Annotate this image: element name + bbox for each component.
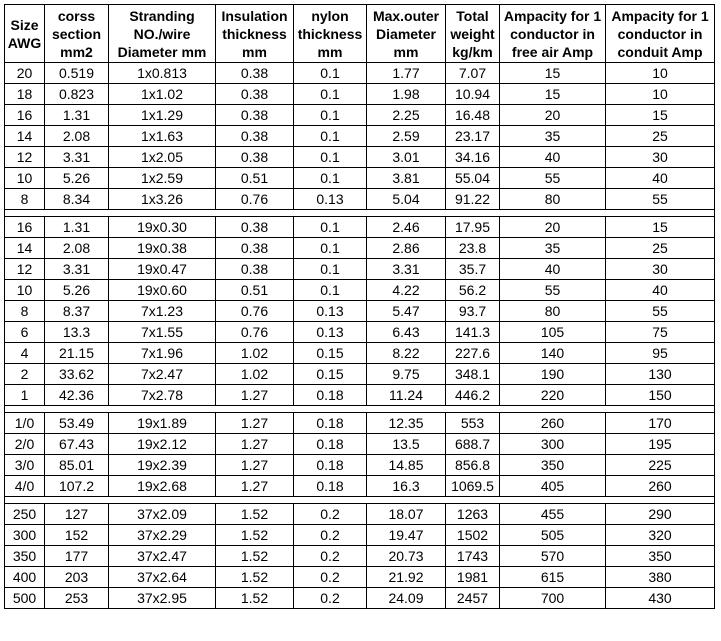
cell-stranding: 37x2.29 xyxy=(109,525,216,546)
cell-nylon-thickness: 0.15 xyxy=(294,364,367,385)
cell-ampacity-conduit: 15 xyxy=(606,217,715,238)
cell-nylon-thickness: 0.13 xyxy=(294,322,367,343)
cell-cross-section: 21.15 xyxy=(45,343,109,364)
table-row xyxy=(5,343,715,364)
header-line: mm xyxy=(242,43,267,60)
cell-ampacity-free-air: 35 xyxy=(500,238,606,259)
cell-stranding: 1x2.59 xyxy=(109,168,216,189)
cell-nylon-thickness: 0.1 xyxy=(294,168,367,189)
cell-total-weight: 56.2 xyxy=(446,280,500,301)
cell-stranding: 7x2.78 xyxy=(109,385,216,406)
cell-cross-section: 3.31 xyxy=(45,259,109,280)
cell-stranding: 37x2.09 xyxy=(109,504,216,525)
cell-ampacity-free-air: 105 xyxy=(500,322,606,343)
cell-total-weight: 91.22 xyxy=(446,189,500,210)
header-line: conduit Amp xyxy=(617,43,703,60)
cell-ampacity-conduit: 30 xyxy=(606,259,715,280)
cell-total-weight: 227.6 xyxy=(446,343,500,364)
header-line: conductor in xyxy=(617,25,703,42)
cell-insulation-thickness: 1.52 xyxy=(216,588,294,609)
table-row xyxy=(5,105,715,126)
cell-nylon-thickness: 0.2 xyxy=(294,588,367,609)
cell-ampacity-free-air: 570 xyxy=(500,546,606,567)
cell-total-weight: 446.2 xyxy=(446,385,500,406)
cell-cross-section: 5.26 xyxy=(45,168,109,189)
cell-ampacity-free-air: 220 xyxy=(500,385,606,406)
cell-ampacity-free-air: 190 xyxy=(500,364,606,385)
cell-ampacity-conduit: 430 xyxy=(606,588,715,609)
table-row xyxy=(5,504,715,525)
cell-ampacity-conduit: 55 xyxy=(606,301,715,322)
cell-ampacity-free-air: 350 xyxy=(500,455,606,476)
cell-ampacity-free-air: 80 xyxy=(500,301,606,322)
table-row xyxy=(5,84,715,105)
table-row xyxy=(5,567,715,588)
cell-max-outer-diameter: 1.98 xyxy=(367,84,446,105)
cell-ampacity-conduit: 25 xyxy=(606,238,715,259)
cell-ampacity-conduit: 10 xyxy=(606,63,715,84)
cell-size-awg: 16 xyxy=(5,217,45,238)
cell-stranding: 37x2.64 xyxy=(109,567,216,588)
cell-nylon-thickness: 0.1 xyxy=(294,126,367,147)
cell-cross-section: 0.519 xyxy=(45,63,109,84)
cell-max-outer-diameter: 2.46 xyxy=(367,217,446,238)
cell-ampacity-free-air: 20 xyxy=(500,217,606,238)
header-line: Max.outer xyxy=(372,7,440,24)
cell-nylon-thickness: 0.1 xyxy=(294,217,367,238)
cell-stranding: 1x0.813 xyxy=(109,63,216,84)
table-row xyxy=(5,413,715,434)
cell-cross-section: 203 xyxy=(45,567,109,588)
cell-size-awg: 1/0 xyxy=(5,413,45,434)
cell-stranding: 7x1.23 xyxy=(109,301,216,322)
cell-stranding: 19x0.47 xyxy=(109,259,216,280)
cell-nylon-thickness: 0.2 xyxy=(294,525,367,546)
header-line: AWG xyxy=(7,34,42,51)
cell-ampacity-free-air: 55 xyxy=(500,168,606,189)
cell-ampacity-conduit: 320 xyxy=(606,525,715,546)
cell-size-awg: 20 xyxy=(5,63,45,84)
cell-ampacity-conduit: 25 xyxy=(606,126,715,147)
cell-max-outer-diameter: 9.75 xyxy=(367,364,446,385)
cell-nylon-thickness: 0.2 xyxy=(294,504,367,525)
cell-max-outer-diameter: 21.92 xyxy=(367,567,446,588)
cell-total-weight: 1069.5 xyxy=(446,476,500,497)
cell-size-awg: 12 xyxy=(5,147,45,168)
cell-size-awg: 400 xyxy=(5,567,45,588)
cell-ampacity-free-air: 700 xyxy=(500,588,606,609)
cell-size-awg: 4 xyxy=(5,343,45,364)
cell-cross-section: 53.49 xyxy=(45,413,109,434)
group-separator xyxy=(5,406,715,413)
table-row xyxy=(5,364,715,385)
cell-cross-section: 8.34 xyxy=(45,189,109,210)
cell-size-awg: 2 xyxy=(5,364,45,385)
cell-ampacity-free-air: 140 xyxy=(500,343,606,364)
cell-size-awg: 12 xyxy=(5,259,45,280)
cell-insulation-thickness: 1.02 xyxy=(216,343,294,364)
table-row xyxy=(5,63,715,84)
cell-max-outer-diameter: 16.3 xyxy=(367,476,446,497)
cell-max-outer-diameter: 5.47 xyxy=(367,301,446,322)
group-separator xyxy=(5,497,715,504)
cell-total-weight: 2457 xyxy=(446,588,500,609)
cell-ampacity-free-air: 260 xyxy=(500,413,606,434)
cell-ampacity-free-air: 615 xyxy=(500,567,606,588)
cell-cross-section: 152 xyxy=(45,525,109,546)
cell-insulation-thickness: 0.38 xyxy=(216,105,294,126)
cell-stranding: 1x1.02 xyxy=(109,84,216,105)
cell-insulation-thickness: 1.52 xyxy=(216,546,294,567)
cell-size-awg: 18 xyxy=(5,84,45,105)
cell-size-awg: 8 xyxy=(5,301,45,322)
cell-total-weight: 7.07 xyxy=(446,63,500,84)
cell-max-outer-diameter: 12.35 xyxy=(367,413,446,434)
cell-ampacity-free-air: 35 xyxy=(500,126,606,147)
cell-nylon-thickness: 0.18 xyxy=(294,455,367,476)
cell-ampacity-conduit: 350 xyxy=(606,546,715,567)
cell-nylon-thickness: 0.18 xyxy=(294,434,367,455)
table-row xyxy=(5,434,715,455)
cell-cross-section: 13.3 xyxy=(45,322,109,343)
cell-ampacity-conduit: 40 xyxy=(606,168,715,189)
cell-nylon-thickness: 0.13 xyxy=(294,189,367,210)
table-container xyxy=(4,4,715,609)
cell-nylon-thickness: 0.2 xyxy=(294,546,367,567)
cell-stranding: 19x0.30 xyxy=(109,217,216,238)
header-line: free air Amp xyxy=(511,43,594,60)
cell-cross-section: 67.43 xyxy=(45,434,109,455)
table-row xyxy=(5,147,715,168)
header-max-outer-diameter xyxy=(367,5,446,63)
cell-total-weight: 1502 xyxy=(446,525,500,546)
cell-max-outer-diameter: 2.86 xyxy=(367,238,446,259)
cell-cross-section: 42.36 xyxy=(45,385,109,406)
cell-cross-section: 5.26 xyxy=(45,280,109,301)
cell-ampacity-conduit: 380 xyxy=(606,567,715,588)
cell-max-outer-diameter: 14.85 xyxy=(367,455,446,476)
table-row xyxy=(5,238,715,259)
cell-nylon-thickness: 0.1 xyxy=(294,259,367,280)
cell-ampacity-conduit: 260 xyxy=(606,476,715,497)
cell-size-awg: 1 xyxy=(5,385,45,406)
header-total-weight xyxy=(446,5,500,63)
cell-ampacity-conduit: 170 xyxy=(606,413,715,434)
cell-ampacity-conduit: 290 xyxy=(606,504,715,525)
header-cross-section xyxy=(45,5,109,63)
cell-stranding: 1x1.63 xyxy=(109,126,216,147)
header-line: mm xyxy=(393,43,419,60)
cell-max-outer-diameter: 2.59 xyxy=(367,126,446,147)
cell-size-awg: 3/0 xyxy=(5,455,45,476)
header-line: section xyxy=(51,25,101,42)
cell-ampacity-conduit: 195 xyxy=(606,434,715,455)
cell-insulation-thickness: 1.52 xyxy=(216,504,294,525)
cell-total-weight: 93.7 xyxy=(446,301,500,322)
table-row xyxy=(5,168,715,189)
cell-insulation-thickness: 0.38 xyxy=(216,126,294,147)
cell-ampacity-free-air: 40 xyxy=(500,259,606,280)
cell-nylon-thickness: 0.1 xyxy=(294,238,367,259)
cell-size-awg: 500 xyxy=(5,588,45,609)
cell-total-weight: 1263 xyxy=(446,504,500,525)
header-line: Diameter xyxy=(376,25,436,42)
header-line: Ampacity for 1 xyxy=(611,7,709,24)
cell-cross-section: 107.2 xyxy=(45,476,109,497)
cell-stranding: 37x2.47 xyxy=(109,546,216,567)
header-line: conductor in xyxy=(510,25,595,42)
cell-ampacity-free-air: 80 xyxy=(500,189,606,210)
header-line: Insulation xyxy=(221,7,288,24)
cell-cross-section: 177 xyxy=(45,546,109,567)
cell-stranding: 19x0.60 xyxy=(109,280,216,301)
cell-ampacity-conduit: 95 xyxy=(606,343,715,364)
cell-nylon-thickness: 0.13 xyxy=(294,301,367,322)
cell-insulation-thickness: 1.02 xyxy=(216,364,294,385)
cell-ampacity-free-air: 15 xyxy=(500,63,606,84)
cell-nylon-thickness: 0.18 xyxy=(294,413,367,434)
cell-nylon-thickness: 0.1 xyxy=(294,105,367,126)
cell-insulation-thickness: 0.51 xyxy=(216,280,294,301)
cell-max-outer-diameter: 1.77 xyxy=(367,63,446,84)
cell-cross-section: 2.08 xyxy=(45,126,109,147)
cell-insulation-thickness: 1.27 xyxy=(216,455,294,476)
cell-max-outer-diameter: 20.73 xyxy=(367,546,446,567)
cell-max-outer-diameter: 24.09 xyxy=(367,588,446,609)
table-row xyxy=(5,322,715,343)
cell-insulation-thickness: 0.76 xyxy=(216,322,294,343)
cell-ampacity-free-air: 55 xyxy=(500,280,606,301)
cell-insulation-thickness: 0.38 xyxy=(216,217,294,238)
cell-max-outer-diameter: 2.25 xyxy=(367,105,446,126)
cell-cross-section: 8.37 xyxy=(45,301,109,322)
cell-cross-section: 253 xyxy=(45,588,109,609)
cell-stranding: 37x2.95 xyxy=(109,588,216,609)
cell-ampacity-free-air: 505 xyxy=(500,525,606,546)
cell-cross-section: 33.62 xyxy=(45,364,109,385)
separator-cell xyxy=(5,210,715,217)
header-insulation-thickness xyxy=(216,5,294,63)
cell-size-awg: 4/0 xyxy=(5,476,45,497)
cell-max-outer-diameter: 13.5 xyxy=(367,434,446,455)
cell-cross-section: 1.31 xyxy=(45,105,109,126)
cell-insulation-thickness: 0.76 xyxy=(216,301,294,322)
header-line: weight xyxy=(450,25,495,42)
cell-cross-section: 0.823 xyxy=(45,84,109,105)
table-row xyxy=(5,525,715,546)
cell-size-awg: 250 xyxy=(5,504,45,525)
cell-insulation-thickness: 0.38 xyxy=(216,84,294,105)
cell-cross-section: 127 xyxy=(45,504,109,525)
cell-size-awg: 14 xyxy=(5,126,45,147)
header-line: Stranding xyxy=(129,7,195,24)
cell-ampacity-conduit: 15 xyxy=(606,105,715,126)
cell-total-weight: 856.8 xyxy=(446,455,500,476)
cell-ampacity-free-air: 455 xyxy=(500,504,606,525)
cell-stranding: 7x1.96 xyxy=(109,343,216,364)
cell-insulation-thickness: 1.52 xyxy=(216,525,294,546)
cell-max-outer-diameter: 3.81 xyxy=(367,168,446,189)
table-row xyxy=(5,476,715,497)
header-size-awg xyxy=(5,5,45,63)
cell-stranding: 19x0.38 xyxy=(109,238,216,259)
cell-insulation-thickness: 0.38 xyxy=(216,259,294,280)
cell-ampacity-free-air: 405 xyxy=(500,476,606,497)
cell-max-outer-diameter: 5.04 xyxy=(367,189,446,210)
cell-size-awg: 6 xyxy=(5,322,45,343)
cell-insulation-thickness: 0.38 xyxy=(216,63,294,84)
cell-cross-section: 85.01 xyxy=(45,455,109,476)
cable-spec-table xyxy=(4,4,715,609)
cell-ampacity-free-air: 20 xyxy=(500,105,606,126)
cell-nylon-thickness: 0.2 xyxy=(294,567,367,588)
cell-insulation-thickness: 0.51 xyxy=(216,168,294,189)
cell-cross-section: 3.31 xyxy=(45,147,109,168)
cell-cross-section: 2.08 xyxy=(45,238,109,259)
table-row xyxy=(5,588,715,609)
cell-ampacity-conduit: 10 xyxy=(606,84,715,105)
cell-nylon-thickness: 0.1 xyxy=(294,147,367,168)
header-line: corss xyxy=(57,7,96,24)
header-ampacity-free-air xyxy=(500,5,606,63)
cell-ampacity-conduit: 30 xyxy=(606,147,715,168)
cell-insulation-thickness: 1.27 xyxy=(216,434,294,455)
cell-size-awg: 10 xyxy=(5,168,45,189)
cell-total-weight: 348.1 xyxy=(446,364,500,385)
cell-max-outer-diameter: 3.31 xyxy=(367,259,446,280)
header-ampacity-conduit xyxy=(606,5,715,63)
cell-max-outer-diameter: 8.22 xyxy=(367,343,446,364)
cell-stranding: 7x2.47 xyxy=(109,364,216,385)
cell-insulation-thickness: 1.27 xyxy=(216,385,294,406)
cell-size-awg: 350 xyxy=(5,546,45,567)
cell-insulation-thickness: 0.76 xyxy=(216,189,294,210)
cell-insulation-thickness: 0.38 xyxy=(216,238,294,259)
header-line: nylon xyxy=(311,7,349,24)
cell-nylon-thickness: 0.15 xyxy=(294,343,367,364)
header-line: Total xyxy=(456,7,489,24)
header-line: NO./wire xyxy=(133,25,191,42)
table-row xyxy=(5,301,715,322)
header-line: mm2 xyxy=(60,43,93,60)
header-line: Ampacity for 1 xyxy=(503,7,602,24)
cell-max-outer-diameter: 6.43 xyxy=(367,322,446,343)
cell-ampacity-conduit: 225 xyxy=(606,455,715,476)
cell-cross-section: 1.31 xyxy=(45,217,109,238)
header-stranding xyxy=(109,5,216,63)
cell-total-weight: 1743 xyxy=(446,546,500,567)
cell-max-outer-diameter: 3.01 xyxy=(367,147,446,168)
cell-total-weight: 553 xyxy=(446,413,500,434)
cell-ampacity-conduit: 40 xyxy=(606,280,715,301)
cell-stranding: 1x2.05 xyxy=(109,147,216,168)
table-body xyxy=(5,63,715,609)
cell-max-outer-diameter: 4.22 xyxy=(367,280,446,301)
cell-total-weight: 1981 xyxy=(446,567,500,588)
header-line: thickness xyxy=(222,25,287,42)
table-row xyxy=(5,189,715,210)
cell-size-awg: 10 xyxy=(5,280,45,301)
cell-stranding: 19x1.89 xyxy=(109,413,216,434)
cell-nylon-thickness: 0.1 xyxy=(294,63,367,84)
cell-ampacity-conduit: 130 xyxy=(606,364,715,385)
cell-total-weight: 23.17 xyxy=(446,126,500,147)
separator-cell xyxy=(5,406,715,413)
table-row xyxy=(5,280,715,301)
cell-total-weight: 17.95 xyxy=(446,217,500,238)
table-row xyxy=(5,546,715,567)
cell-size-awg: 16 xyxy=(5,105,45,126)
cell-size-awg: 14 xyxy=(5,238,45,259)
cell-stranding: 1x1.29 xyxy=(109,105,216,126)
cell-ampacity-free-air: 15 xyxy=(500,84,606,105)
cell-max-outer-diameter: 19.47 xyxy=(367,525,446,546)
table-row xyxy=(5,126,715,147)
cell-size-awg: 8 xyxy=(5,189,45,210)
cell-insulation-thickness: 1.27 xyxy=(216,476,294,497)
table-row xyxy=(5,217,715,238)
table-row xyxy=(5,455,715,476)
header-nylon-thickness xyxy=(294,5,367,63)
cell-nylon-thickness: 0.18 xyxy=(294,476,367,497)
cell-total-weight: 55.04 xyxy=(446,168,500,189)
cell-total-weight: 35.7 xyxy=(446,259,500,280)
cell-size-awg: 2/0 xyxy=(5,434,45,455)
table-row xyxy=(5,385,715,406)
cell-size-awg: 300 xyxy=(5,525,45,546)
cell-ampacity-conduit: 75 xyxy=(606,322,715,343)
cell-total-weight: 688.7 xyxy=(446,434,500,455)
cell-stranding: 19x2.39 xyxy=(109,455,216,476)
cell-insulation-thickness: 1.52 xyxy=(216,567,294,588)
cell-total-weight: 10.94 xyxy=(446,84,500,105)
cell-max-outer-diameter: 11.24 xyxy=(367,385,446,406)
cell-nylon-thickness: 0.1 xyxy=(294,280,367,301)
table-row xyxy=(5,259,715,280)
cell-stranding: 19x2.68 xyxy=(109,476,216,497)
group-separator xyxy=(5,210,715,217)
cell-total-weight: 34.16 xyxy=(446,147,500,168)
cell-ampacity-free-air: 40 xyxy=(500,147,606,168)
cell-nylon-thickness: 0.1 xyxy=(294,84,367,105)
cell-total-weight: 16.48 xyxy=(446,105,500,126)
cell-total-weight: 141.3 xyxy=(446,322,500,343)
header-line: Size xyxy=(10,16,39,33)
cell-insulation-thickness: 0.38 xyxy=(216,147,294,168)
cell-total-weight: 23.8 xyxy=(446,238,500,259)
header-line: kg/km xyxy=(452,43,493,60)
header-row xyxy=(5,5,715,63)
header-line: thickness xyxy=(297,25,363,42)
cell-ampacity-free-air: 300 xyxy=(500,434,606,455)
header-line: Diameter mm xyxy=(117,43,207,60)
cell-stranding: 7x1.55 xyxy=(109,322,216,343)
header-line: mm xyxy=(317,43,343,60)
cell-stranding: 1x3.26 xyxy=(109,189,216,210)
cell-max-outer-diameter: 18.07 xyxy=(367,504,446,525)
cell-stranding: 19x2.12 xyxy=(109,434,216,455)
cell-nylon-thickness: 0.18 xyxy=(294,385,367,406)
separator-cell xyxy=(5,497,715,504)
cell-ampacity-conduit: 150 xyxy=(606,385,715,406)
cell-ampacity-conduit: 55 xyxy=(606,189,715,210)
cell-insulation-thickness: 1.27 xyxy=(216,413,294,434)
